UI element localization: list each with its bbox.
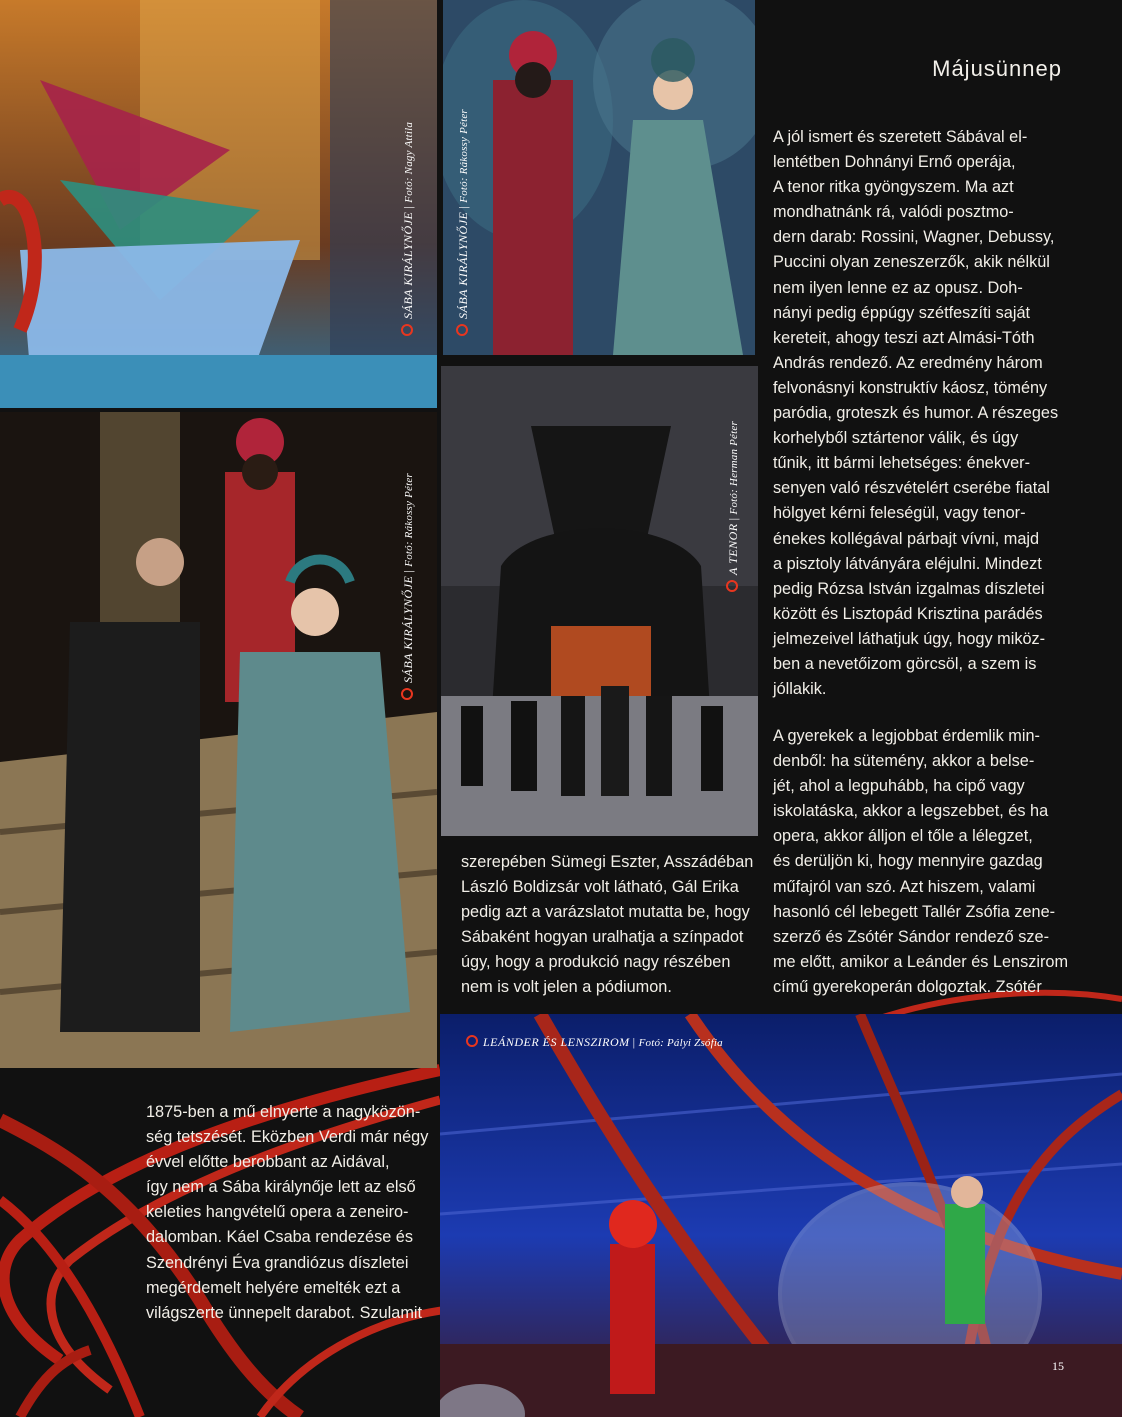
text-line: paródia, groteszk és humor. A részeges <box>773 404 1059 423</box>
text-line: ség tetszését. Eközben Verdi már négy <box>146 1128 429 1147</box>
caption-title: SÁBA KIRÁLYNŐJE <box>401 211 415 319</box>
text-line: nányi pedig éppúgy szétfeszíti saját <box>773 303 1031 322</box>
photo-leander-es-lenszirom <box>440 1014 1122 1417</box>
caption-ring-icon <box>401 688 413 700</box>
text-line: László Boldizsár volt látható, Gál Erika <box>461 878 739 897</box>
text-line: és derüljön ki, hogy mennyire gazdag <box>773 852 1043 871</box>
photo-a-tenor <box>441 366 758 836</box>
caption-ring-icon <box>726 580 738 592</box>
text-line: nem ilyen lenne ez az opusz. Doh- <box>773 278 1023 297</box>
text-line: világszerte ünnepelt darabot. Szulamit <box>146 1303 423 1322</box>
caption-credit: Fotó: Rákossy Péter <box>403 473 415 567</box>
text-line: András rendező. Az eredmény három <box>773 353 1043 372</box>
caption-photo4: A TENOR|Fotó: Herman Péter <box>726 421 741 592</box>
caption-title: LEÁNDER ÉS LENSZIROM <box>483 1035 630 1049</box>
text-line: 1875-ben a mű elnyerte a nagyközön- <box>146 1103 421 1121</box>
caption-title: SÁBA KIRÁLYNŐJE <box>456 211 470 319</box>
text-line: keleties hangvételű opera a zeneiro- <box>146 1203 409 1222</box>
text-line: úgy, hogy a produkció nagy részében <box>461 953 731 972</box>
caption-ring-icon <box>466 1035 478 1047</box>
text-line: így nem a Sába királynője lett az első <box>146 1178 416 1197</box>
left-column-text <box>146 1100 438 1326</box>
text-line: hasonló cél lebegett Tallér Zsófia zene- <box>773 902 1056 921</box>
text-line: megérdemelt helyére emelték ezt a <box>146 1278 401 1297</box>
text-line: énekes kollégával párbajt vívni, majd <box>773 529 1040 548</box>
text-line: a pisztoly látványára eléjulni. Mindezt <box>773 554 1042 573</box>
text-line: pedig Rózsa István izgalmas díszletei <box>773 579 1045 598</box>
text-line: felvonásnyi konstruktív káosz, tömény <box>773 378 1048 397</box>
text-line: hölgyet kérni feleségül, vagy tenor- <box>773 504 1026 523</box>
text-line: lentétben Dohnányi Ernő operája, <box>773 153 1016 172</box>
text-line: Szendrényi Éva grandiózus díszletei <box>146 1253 409 1272</box>
caption-title: A TENOR <box>726 523 740 575</box>
section-title: Májusünnep <box>932 56 1062 81</box>
text-line: Puccini olyan zeneszerzők, akik nélkül <box>773 253 1050 272</box>
text-line: nem is volt jelen a pódiumon. <box>461 978 672 997</box>
page-number: 15 <box>1052 1359 1064 1373</box>
text-line: A tenor ritka gyöngyszem. Ma azt <box>773 178 1014 197</box>
text-line: dalomban. Káel Csaba rendezése és <box>146 1228 414 1247</box>
caption-credit: Fotó: Rákossy Péter <box>458 109 470 203</box>
text-line: kereteit, ahogy teszi azt Almási-Tóth <box>773 328 1035 347</box>
text-line: jét, ahol a legpuhább, ha cipő vagy <box>773 777 1025 796</box>
photo-saba-queen-duet <box>0 412 437 1068</box>
right-column-text <box>773 125 1065 702</box>
text-line: mondhatnánk rá, valódi posztmo- <box>773 203 1014 222</box>
text-line: pedig azt a varázslatot mutatta be, hogy <box>461 903 750 922</box>
text-line: korhelyből sztártenor válik, és úgy <box>773 429 1019 448</box>
text-line: szerepében Sümegi Eszter, Asszádéban <box>461 853 754 871</box>
caption-photo1: SÁBA KIRÁLYNŐJE|Fotó: Nagy Attila <box>401 122 416 336</box>
text-line: jóllakik. <box>773 680 827 699</box>
text-line: műfajról van szó. Azt hiszem, valami <box>773 877 1036 896</box>
text-line: szerző és Zsótér Sándor rendező sze- <box>773 927 1050 946</box>
caption-photo3: SÁBA KIRÁLYNŐJE|Fotó: Rákossy Péter <box>401 473 416 700</box>
photo-saba-dancers <box>0 0 437 408</box>
caption-title: SÁBA KIRÁLYNŐJE <box>401 575 415 683</box>
text-line: Sábaként hogyan uralhatja a színpadot <box>461 928 744 947</box>
text-line: tűnik, itt bármi lehetséges: énekver- <box>773 454 1031 473</box>
text-line: évvel előtte berobbant az Aidával, <box>146 1153 390 1172</box>
text-line: denből: ha sütemény, akkor a belse- <box>773 752 1035 771</box>
caption-credit: Fotó: Pályi Zsófia <box>638 1037 723 1049</box>
text-line: dern darab: Rossini, Wagner, Debussy, <box>773 228 1055 247</box>
text-line: jelmezeivel láthatjuk úgy, hogy miköz- <box>773 629 1046 648</box>
caption-photo2: SÁBA KIRÁLYNŐJE|Fotó: Rákossy Péter <box>456 109 471 336</box>
text-line: című gyerekoperán dolgoztak. Zsótér <box>773 977 1042 996</box>
caption-credit: Fotó: Nagy Attila <box>403 121 415 203</box>
text-line: A jól ismert és szeretett Sábával el- <box>773 128 1028 146</box>
caption-ring-icon <box>401 324 413 336</box>
photo-saba-queen-portrait <box>443 0 755 355</box>
middle-column-text <box>461 850 761 1001</box>
text-line: között és Lisztopád Krisztina parádés <box>773 604 1043 623</box>
text-line: ben a nevetőizom görcsöl, a szem is <box>773 654 1037 673</box>
caption-ring-icon <box>456 324 468 336</box>
text-line: opera, akkor álljon el tőle a lélegzet, <box>773 827 1033 846</box>
text-line: A gyerekek a legjobbat érdemlik min- <box>773 727 1040 745</box>
caption-credit: Fotó: Herman Péter <box>728 421 740 515</box>
caption-photo5: LEÁNDER ÉS LENSZIROM | Fotó: Pályi Zsófia <box>466 1035 723 1050</box>
text-line: iskolatáska, akkor a legszebbet, és ha <box>773 802 1049 821</box>
right-column-text-2 <box>773 724 1069 1000</box>
text-line: senyen való részvételért cserébe fiatal <box>773 479 1050 498</box>
text-line: me előtt, amikor a Leánder és Lenszirom <box>773 952 1069 971</box>
